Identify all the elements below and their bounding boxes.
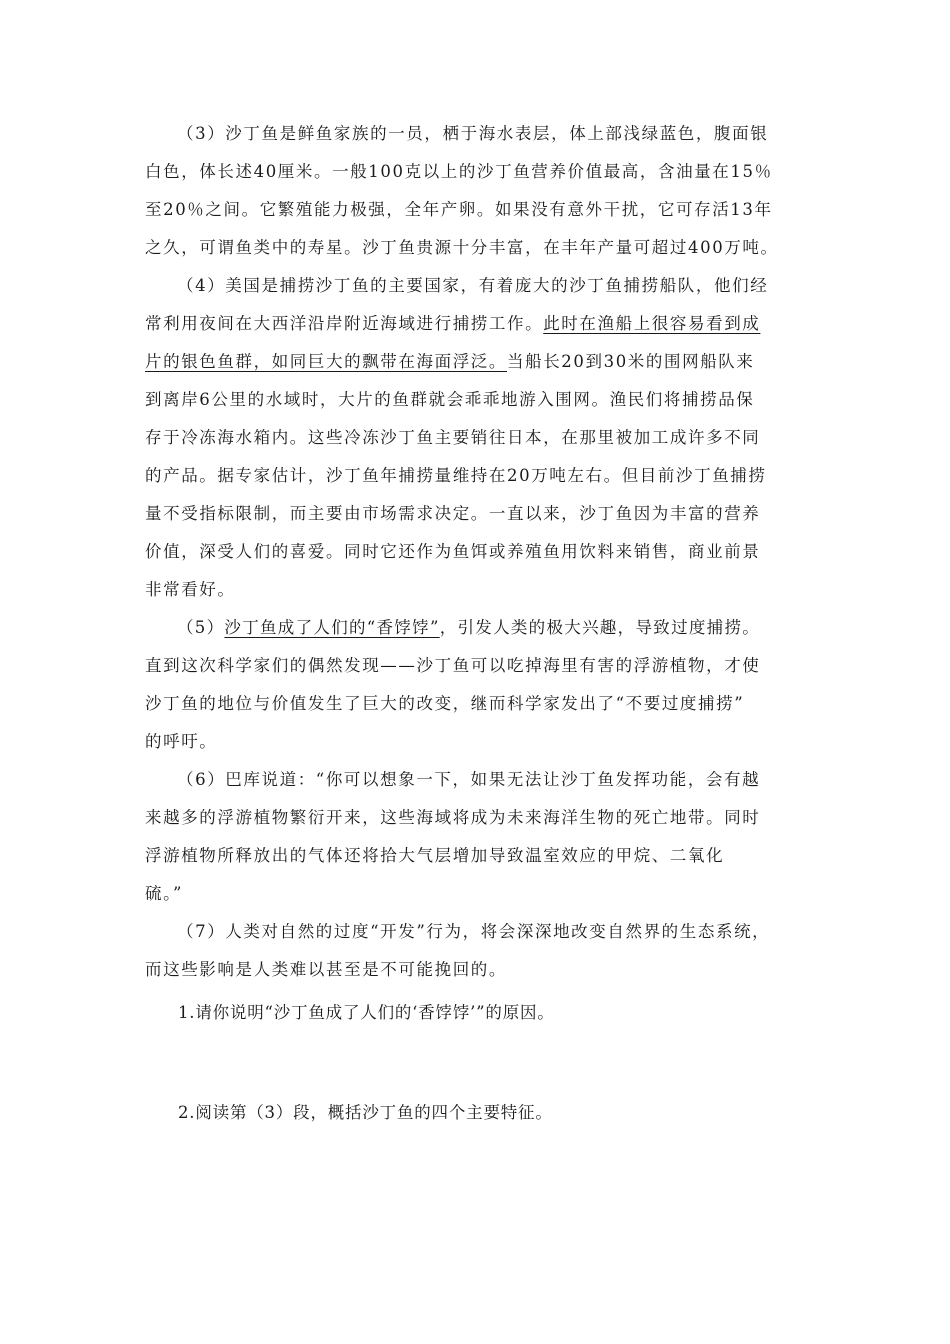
p4-underlined-sentence-end: 片的银色鱼群，如同巨大的飘带在海面浮泛。 — [145, 352, 507, 371]
p4-line-3 — [145, 352, 755, 372]
p4-line-5: 存于冷冻海水箱内。这些冷冻沙丁鱼主要销往日本，在那里被加工成许多不同 — [145, 428, 761, 447]
p3-line-4: 之久，可谓鱼类中的寿星。沙丁鱼贵源十分丰富，在丰年产量可超过400万吨。 — [145, 238, 779, 257]
p4-line-4: 到离岸6公里的水域时，大片的鱼群就会乖乖地游入围网。渔民们将捕捞品保 — [145, 390, 755, 409]
question-2: 2.阅读第（3）段，概括沙丁鱼的四个主要特征。 — [178, 1103, 553, 1122]
p7-line-1: （7）人类对自然的过度“开发”行为，将会深深地改变自然界的生态系统， — [177, 922, 771, 941]
p5-line-2: 直到这次科学家们的偶然发现——沙丁鱼可以吃掉海里有害的浮游植物，才使 — [145, 656, 761, 675]
p5-line-3: 沙丁鱼的地位与价值发生了巨大的改变，继而科学家发出了“不要过度捕捞” — [145, 694, 745, 713]
p5-line-1 — [177, 618, 760, 638]
p3-line-1: （3）沙丁鱼是鲜鱼家族的一员，栖于海水表层，体上部浅绿蓝色，腹面银 — [177, 124, 769, 143]
p7-line-2: 而这些影响是人类难以甚至是不可能挽回的。 — [145, 960, 507, 979]
p4-line-9: 非常看好。 — [145, 580, 236, 599]
p3-line-2: 白色，体长述40厘米。一般100克以上的沙丁鱼营养价值最高，含油量在15％ — [145, 162, 773, 181]
p4-line-6: 的产品。据专家估计，沙丁鱼年捕捞量维持在20万吨左右。但目前沙丁鱼捕捞 — [145, 466, 767, 485]
p5-line-1-text: ，引发人类的极大兴趣，导致过度捕捞。 — [439, 618, 761, 637]
p4-line-8: 价值，深受人们的喜爱。同时它还作为鱼饵或养殖鱼用饮料来销售，商业前景 — [145, 542, 761, 561]
p5-prefix: （5） — [177, 618, 225, 637]
p4-line-2-text: 常利用夜间在大西洋沿岸附近海域进行捕捞工作。 — [145, 314, 544, 333]
p4-line-1: （4）美国是捕捞沙丁鱼的主要国家，有着庞大的沙丁鱼捕捞船队，他们经 — [177, 276, 769, 295]
p5-line-4: 的呼吁。 — [145, 732, 218, 751]
p6-line-3: 浮游植物所释放出的气体还将拾大气层增加导致温室效应的甲烷、二氧化 — [145, 846, 725, 865]
p6-line-1: （6）巴库说道：“你可以想象一下，如果无法让沙丁鱼发挥功能，会有越 — [177, 770, 761, 789]
p6-line-4: 硫。” — [145, 884, 183, 903]
p5-underlined-phrase: 沙丁鱼成了人们的“香饽饽” — [224, 618, 440, 637]
question-1: 1.请你说明“沙丁鱼成了人们的‘香饽饽’”的原因。 — [178, 1003, 555, 1022]
p4-underlined-sentence-start: 此时在渔船上很容易看到成 — [543, 314, 761, 333]
p6-line-2: 来越多的浮游植物繁衍开来，这些海域将成为未来海洋生物的死亡地带。同时 — [145, 808, 761, 827]
p4-line-7: 量不受指标限制，而主要由市场需求决定。一直以来，沙丁鱼因为丰富的营养 — [145, 504, 761, 523]
p4-line-2 — [145, 314, 760, 334]
p4-line-3-text: 当船长20到30米的围网船队来 — [507, 352, 755, 371]
p3-line-3: 至20％之间。它繁殖能力极强，全年产卵。如果没有意外干扰，它可存活13年 — [145, 200, 773, 219]
